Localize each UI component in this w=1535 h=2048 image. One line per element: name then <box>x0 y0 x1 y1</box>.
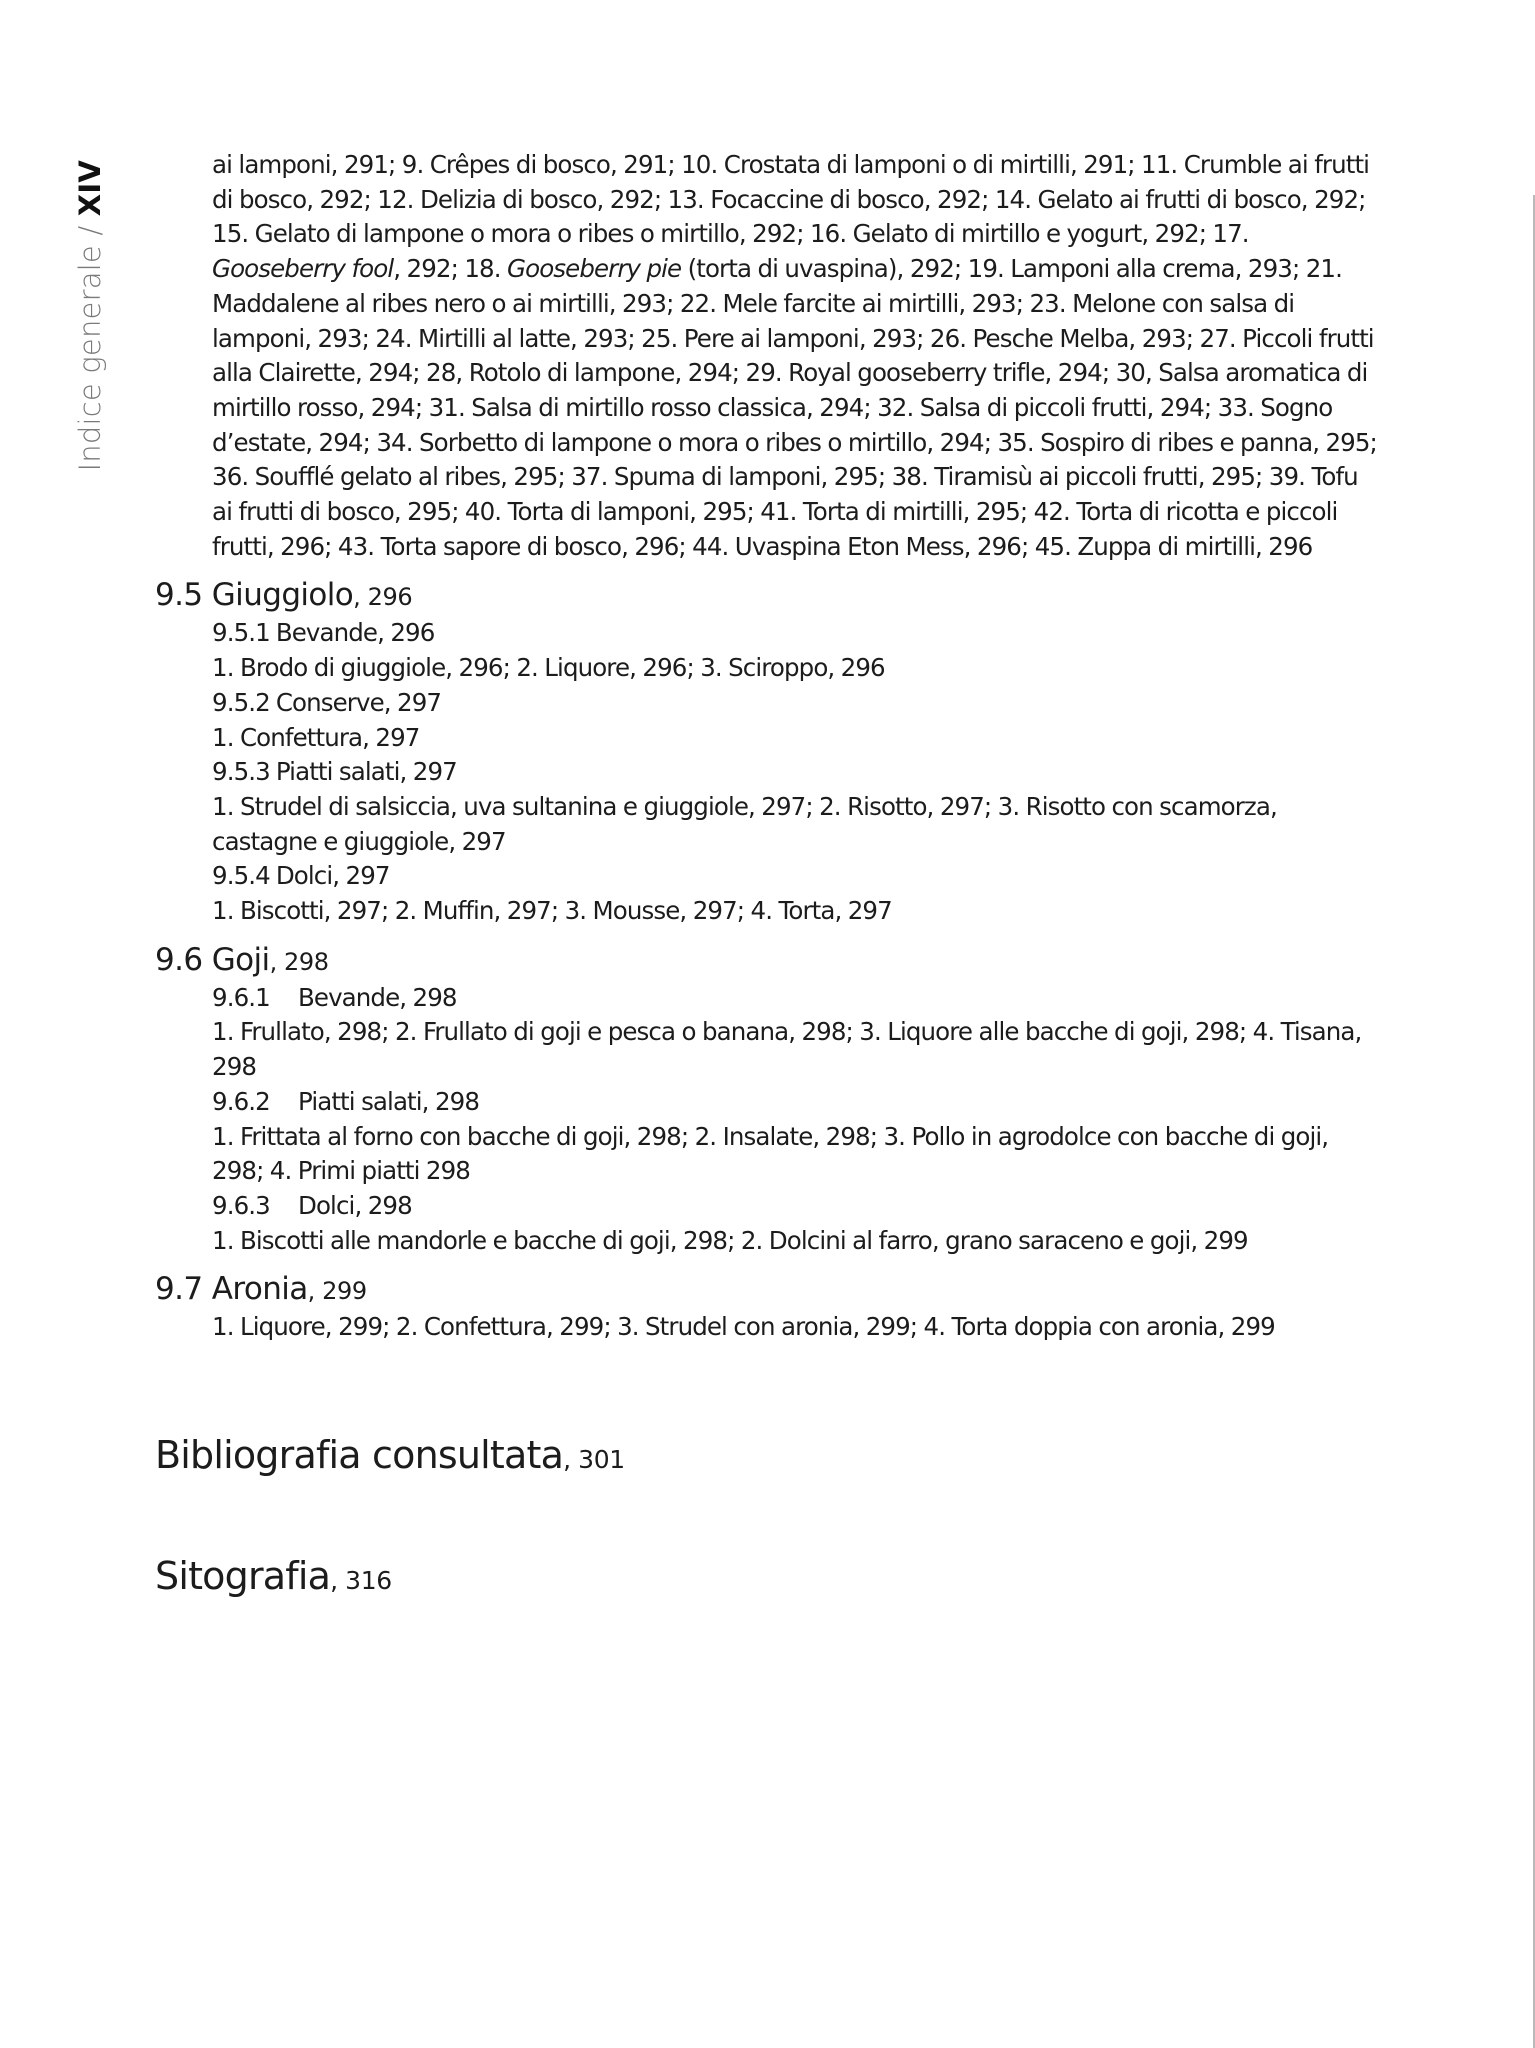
subsection-heading <box>212 981 1377 1016</box>
intro-text-part1: ai lamponi, 291; 9. Crêpes di bosco, 291; 10. Crostata di lamponi o di mirtilli, 291; 11. Crumble ai frutti di bosco, 292; 12. Delizia di bosco, 292; 13. Focaccine di bosco, 292; 14. Gelato ai frutti di bosco, 292; 15. Gelato di lampone o mora o ribes o mirtillo, 292; 16. Gelato di mirtillo e yogurt, 292; 17. <box>212 150 1370 249</box>
intro-italic-title-1: Gooseberry fool <box>212 254 394 284</box>
subsection-title: Bevande, 298 <box>298 982 457 1012</box>
section-page: , 298 <box>269 947 329 976</box>
section-body <box>212 616 1377 928</box>
subsection-code: 9.6.1 <box>212 982 270 1012</box>
recipe-list: 1. Strudel di salsiccia, uva sultanina e giuggiole, 297; 2. Risotto, 297; 3. Risotto con scamorza, castagne e giuggiole, 297 <box>212 791 1277 856</box>
running-head <box>70 160 110 500</box>
section-goji <box>155 941 1375 1259</box>
subsection-heading <box>212 859 1377 894</box>
intro-italic-title-2: Gooseberry pie <box>507 254 682 284</box>
subsection-title: Piatti salati, 297 <box>275 757 457 787</box>
sitography-title: Sitografia <box>155 1554 331 1598</box>
subsection-title: Dolci, 297 <box>275 861 390 891</box>
subsection-title: Piatti salati, 298 <box>298 1086 480 1116</box>
subsection-code: 9.6.3 <box>212 1190 270 1220</box>
recipe-list: 1. Biscotti alle mandorle e bacche di goji, 298; 2. Dolcini al farro, grano saraceno e goji, 299 <box>212 1225 1248 1255</box>
section-title: 9.6 Goji <box>155 941 270 978</box>
section-body <box>212 1310 1377 1345</box>
section-giuggiolo <box>155 576 1375 928</box>
subsection-code: 9.5.3 <box>212 757 270 787</box>
recipe-list: 1. Brodo di giuggiole, 296; 2. Liquore, 296; 3. Sciroppo, 296 <box>212 653 885 683</box>
sitography-heading <box>155 1553 392 1604</box>
index-content <box>155 148 1375 1345</box>
intro-paragraph <box>212 148 1377 564</box>
section-page: , 299 <box>307 1277 367 1306</box>
subsection-heading <box>212 686 1377 721</box>
section-heading <box>155 576 1375 616</box>
section-heading <box>155 941 1375 981</box>
bibliography-page: , 301 <box>563 1445 625 1474</box>
section-page: , 296 <box>353 583 413 612</box>
section-title: 9.5 Giuggiolo <box>155 577 354 614</box>
bibliography-title: Bibliografia consultata <box>155 1433 564 1477</box>
intro-text-part2: , 292; 18. <box>393 254 508 284</box>
recipe-list: 1. Biscotti, 297; 2. Muffin, 297; 3. Mousse, 297; 4. Torta, 297 <box>212 896 892 926</box>
subsection-title: Dolci, 298 <box>298 1190 412 1220</box>
recipe-list: 1. Frullato, 298; 2. Frullato di goji e pesca o banana, 298; 3. Liquore alle bacche di goji, 298; 4. Tisana, 298 <box>212 1017 1362 1082</box>
running-head-label: Indice generale / <box>73 216 107 472</box>
section-heading <box>155 1270 1375 1310</box>
subsection-code: 9.6.2 <box>212 1086 270 1116</box>
section-aronia <box>155 1270 1375 1345</box>
recipe-list: 1. Frittata al forno con bacche di goji, 298; 2. Insalate, 298; 3. Pollo in agrodolce con bacche di goji, 298; 4. Primi piatti 298 <box>212 1121 1329 1186</box>
subsection-code: 9.5.2 <box>212 687 270 717</box>
recipe-list: 1. Confettura, 297 <box>212 722 420 752</box>
running-head-page-number: XIV <box>73 160 107 217</box>
subsection-code: 9.5.1 <box>212 618 270 648</box>
section-title: 9.7 Aronia <box>155 1271 308 1308</box>
subsection-heading <box>212 1085 1377 1120</box>
intro-text-part3: (torta di uvaspina), 292; 19. Lamponi alla crema, 293; 21. Maddalene al ribes nero o ai mirtilli, 293; 22. Mele farcite ai mirtilli, 293; 23. Melone con salsa di lamponi, 293; 24. Mirtilli al latte, 293; 25. Pere ai lamponi, 293; 26. Pesche Melba, 293; 27. Piccoli frutti alla Clairette, 294; 28, Rotolo di lampone, 294; 29. Royal gooseberry trifle, 294; 30, Salsa aromatica di mirtillo rosso, 294; 31. Salsa di mirtillo rosso classica, 294; 32. Salsa di piccoli frutti, 294; 33. Sogno d’estate, 294; 34. Sorbetto di lampone o mora o ribes o mirtillo, 294; 35. Sospiro di ribes e panna, 295; 36. Soufflé gelato al ribes, 295; 37. Spuma di lamponi, 295; 38. Tiramisù ai piccoli frutti, 295; 39. Tofu ai frutti di bosco, 295; 40. Torta di lamponi, 295; 41. Torta di mirtilli, 295; 42. Torta di ricotta e piccoli frutti, 296; 43. Torta sapore di bosco, 296; 44. Uvaspina Eton Mess, 296; 45. Zuppa di mirtilli, 296 <box>212 254 1377 561</box>
section-body <box>212 981 1377 1259</box>
bibliography-heading <box>155 1432 625 1483</box>
subsection-heading <box>212 616 1377 651</box>
subsection-title: Conserve, 297 <box>275 687 442 717</box>
recipe-list: 1. Liquore, 299; 2. Confettura, 299; 3. Strudel con aronia, 299; 4. Torta doppia con aronia, 299 <box>212 1312 1275 1342</box>
subsection-heading <box>212 1189 1377 1224</box>
subsection-heading <box>212 755 1377 790</box>
sitography-page: , 316 <box>330 1566 392 1595</box>
subsection-title: Bevande, 296 <box>275 618 435 648</box>
subsection-code: 9.5.4 <box>212 861 270 891</box>
